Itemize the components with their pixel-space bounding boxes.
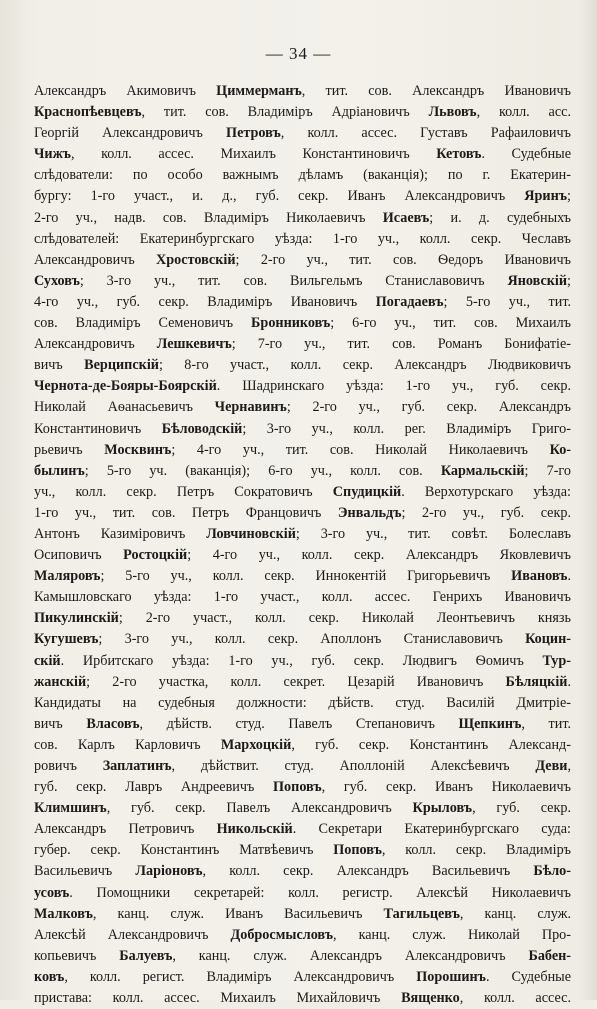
text-segment: Александръ Акимовичъ [34,83,217,99]
surname: Малковъ [34,905,93,922]
surname: Порошинъ [416,968,486,985]
surname: Кетовъ [436,146,482,163]
text-segment: ; [567,188,571,205]
text-segment: Камышловскаго уѣзда: 1-го участ., колл. ассес. Генрихъ Ивановичъ [34,589,571,606]
surname: Петровъ [226,125,281,142]
text-segment: , канц. служ. [459,905,571,922]
surname: ковъ [34,968,65,985]
text-segment: губ. секр. Лавръ Андреевичъ [34,779,274,796]
surname: Ловчиновскій [206,525,296,542]
text-line [34,672,571,693]
text-line [34,123,571,144]
surname: Кугушевъ [34,631,99,648]
text-line [34,186,571,207]
text-segment: слѣдователей: Екатеринбургскаго уѣзда: 1-го уч., колл. секр. Чеславъ [34,230,571,247]
body-text [34,81,571,1009]
text-line [34,440,571,461]
text-line [34,651,571,672]
surname: Добросмысловъ [230,926,334,943]
text-segment: , губ. секр. Павелъ Александровичъ [106,800,413,817]
text-segment: ; 2-го участ., колл. секр. Николай Леонтьевичъ князь [118,610,571,627]
text-segment: рьевичъ [34,441,105,458]
text-line [34,904,571,925]
text-segment: , дѣйствит. студ. Аполлоній Алексѣевичъ [171,758,536,774]
text-segment: , губ. секр. [472,800,571,817]
surname: Балуевъ [119,947,173,964]
text-segment: ; 8-го участ., колл. секр. Александръ Людвиковичъ [158,357,571,374]
text-segment: Кандидаты на судебныя должности: дѣйств. студ. Василій Дмитріе- [34,694,571,711]
text-line [34,967,571,988]
surname: Бабен- [528,947,571,964]
text-segment: , канц. служ. Иванъ Васильевичъ [92,905,384,922]
text-segment: ; 3-го уч., колл. секр. Аполлонъ Станиславовичъ [98,631,526,648]
surname: Яринъ [524,188,568,205]
surname: скій [34,652,61,669]
text-segment: сов. Владиміръ Семеновичъ [34,315,252,332]
text-line [34,777,571,798]
text-line [34,271,571,292]
surname: Власовъ [86,715,140,732]
surname: Заплатинъ [102,758,172,774]
text-segment: ; 2-го уч., тит. сов. Ѳедоръ Ивановичъ [235,251,571,268]
surname: Хростовскій [156,251,236,268]
text-line [34,545,571,566]
text-line [34,81,571,102]
text-segment: , колл. секр. Владиміръ [381,842,571,859]
surname: Краснопѣевцевъ [34,104,142,121]
text-segment: 1-го уч., тит. сов. Петръ Францовичъ [34,504,338,521]
surname: Циммерманъ [216,83,302,99]
text-segment: Александровичъ [34,251,157,268]
text-line [34,355,571,376]
text-line [34,376,571,397]
surname: Ко- [549,441,571,458]
text-segment: . Судебные [485,968,571,985]
text-segment: 2-го уч., надв. сов. Владиміръ Николаевичъ [34,209,383,226]
text-line [34,756,571,777]
surname: Бѣляцкій [505,673,568,690]
text-segment: , колл. асс. [476,104,571,121]
surname: Чернота-де-Бояры-Боярскій [34,378,217,395]
text-line [34,250,571,271]
text-line [34,102,571,123]
text-segment: бургу: 1-го участ., и. д., губ. секр. Иванъ Александровичъ [34,188,525,205]
surname: Яновскій [507,272,568,289]
surname: Москвинъ [104,441,172,458]
text-segment: Осиповичъ [34,547,124,564]
surname: Энвальдъ [337,504,402,521]
text-segment: , колл. ассес. Густавъ Рафаиловичъ [280,125,571,142]
text-segment: губер. секр. Константинъ Матвѣевичъ [34,842,334,859]
surname: Верципскій [84,357,159,374]
surname: Ивановъ [511,568,568,585]
text-segment: . Верхотурскаго уѣзда: [401,483,571,500]
surname: Бронниковъ [251,315,331,332]
text-segment: ; 4-го уч., колл. секр. Александръ Яковлевичъ [187,547,571,564]
text-segment: Васильевичъ [34,863,136,880]
surname: Вященко [401,990,460,1007]
text-line [34,229,571,250]
text-line [34,735,571,756]
text-line [34,419,571,440]
surname: Львовъ [428,104,477,121]
surname: былинъ [34,462,85,479]
text-line [34,861,571,882]
surname: Маляровъ [34,568,101,585]
text-line [34,714,571,735]
text-segment: ; 6-го уч., тит. сов. Михаилъ [330,315,571,332]
text-segment: . [567,568,571,585]
text-segment: , тит. сов. Владиміръ Адріановичъ [141,104,429,121]
text-line [34,840,571,861]
text-segment: ; 3-го уч., тит. сов. Вильгельмъ Станиславовичъ [79,272,508,289]
text-segment: ; 5-го уч. (ваканція); 6-го уч., колл. сов. [84,462,441,479]
text-segment: копьевичъ [34,947,120,964]
text-segment: пристава: колл. ассес. Михаилъ Михайловичъ [34,990,402,1007]
surname: Деви [535,758,568,774]
page-edge-shadow [579,0,597,1000]
surname: Климшинъ [34,800,107,817]
text-segment: ; 4-го уч., тит. сов. Николай Николаевичъ [171,441,550,458]
surname: Бѣловодскій [161,420,243,437]
surname: Чернавинъ [214,399,287,416]
surname: Ларіоновъ [135,863,203,880]
surname: Ростоцкій [123,547,188,564]
text-segment: ; [567,272,571,289]
text-segment: , колл. ассес. [459,990,571,1007]
text-line [34,165,571,186]
text-segment: вичъ [34,715,87,732]
surname: Крыловъ [412,800,473,817]
surname: Кармальскій [440,462,525,479]
text-segment: . Секретари Екатеринбургскаго суда: [292,821,571,838]
text-segment: , колл. секр. Александръ Васильевичъ [202,863,534,880]
text-line [34,292,571,313]
text-segment: сов. Карлъ Карловичъ [34,736,221,753]
surname: Лешкевичъ [156,336,232,353]
text-segment: слѣдователи: по особо важнымъ дѣламъ (ваканція); по г. Екатерин- [34,167,571,184]
text-segment: Антонъ Казиміровичъ [34,525,207,542]
text-segment: . Помощники секретарей: колл. регистр. Алексѣй Николаевичъ [69,884,571,901]
text-segment: ; 5-го уч., тит. [443,293,571,310]
text-line [34,608,571,629]
text-line [34,397,571,418]
text-line [34,208,571,229]
text-line [34,883,571,904]
surname: Мархоцкій [220,736,292,753]
text-segment: ; 3-го уч., тит. совѣт. Болеславъ [295,525,571,542]
text-segment: ; и. д. судебныхъ [429,209,571,226]
text-line [34,693,571,714]
surname: Спудицкій [332,483,402,500]
text-line [34,566,571,587]
text-line [34,144,571,165]
text-segment: вичъ [34,357,85,374]
text-segment: ; 3-го уч., колл. рег. Владиміръ Григо- [242,420,571,437]
surname: Тагильцевъ [383,905,460,922]
text-segment: , тит. [521,715,571,732]
surname: Никольскій [216,821,293,838]
surname: усовъ [34,884,70,901]
text-segment: , тит. сов. Александръ Ивановичъ [301,83,571,99]
surname: жанскій [34,673,87,690]
text-line [34,819,571,840]
text-segment: Александровичъ [34,336,157,353]
text-segment: Николай Аѳанасьевичъ [34,399,215,416]
text-segment: Георгій Александровичъ [34,125,227,142]
text-line [34,587,571,608]
text-segment: , колл. регист. Владиміръ Александровичъ [64,968,417,985]
text-segment: , [567,758,571,774]
text-segment: . Шадринскаго уѣзда: 1-го уч., губ. секр. [216,378,571,395]
text-segment: уч., колл. секр. Петръ Сократовичъ [34,483,333,500]
text-line [34,629,571,650]
text-segment: ровичъ [34,758,103,774]
surname: Погадаевъ [375,293,444,310]
text-segment: , колл. ассес. Михаилъ Константиновичъ [70,146,437,163]
text-segment: . [567,673,571,690]
text-segment: ; 2-го уч., губ. секр. [401,504,571,521]
text-segment: , губ. секр. Константинъ Александ- [291,736,571,753]
text-segment: , канц. служ. Александръ Александровичъ [172,947,529,964]
text-segment: 4-го уч., губ. секр. Владиміръ Ивановичъ [34,293,376,310]
surname: Щепкинъ [458,715,522,732]
text-line [34,524,571,545]
surname: Бѣло- [533,863,571,880]
text-segment: , губ. секр. Иванъ Николаевичъ [321,779,571,796]
text-line [34,925,571,946]
text-line [34,988,571,1009]
surname: Суховъ [34,272,80,289]
surname: Тур- [542,652,571,669]
surname: Поповъ [273,779,322,796]
text-line [34,946,571,967]
text-segment: Александръ Петровичъ [34,821,217,838]
text-segment: Алексѣй Александровичъ [34,926,231,943]
text-segment: ; 2-го участка, колл. секрет. Цезарій Ивановичъ [86,673,506,690]
text-line [34,503,571,524]
surname: Исаевъ [382,209,430,226]
surname: Пикулинскій [34,610,119,627]
page-number: — 34 — [265,44,332,63]
text-segment: , канц. служ. Николай Про- [333,926,571,943]
text-line [34,313,571,334]
text-line [34,461,571,482]
surname: Чижъ [34,146,71,163]
text-segment: . Судебные [481,146,571,163]
text-line [34,482,571,503]
text-segment: . Ирбитскаго уѣзда: 1-го уч., губ. секр. Людвигъ Ѳомичъ [60,652,543,669]
text-segment: ; 7-го [524,462,571,479]
text-line [34,798,571,819]
surname: Коцин- [525,631,571,648]
text-line [34,334,571,355]
text-segment: ; 5-го уч., колл. секр. Иннокентій Григорьевичъ [100,568,512,585]
text-segment: , дѣйств. студ. Павелъ Степановичъ [139,715,459,732]
surname: Поповъ [333,842,382,859]
text-segment: Константиновичъ [34,420,162,437]
text-segment: ; 2-го уч., губ. секр. Александръ [286,399,571,416]
text-segment: ; 7-го уч., тит. сов. Романъ Бонифатіе- [231,336,571,353]
